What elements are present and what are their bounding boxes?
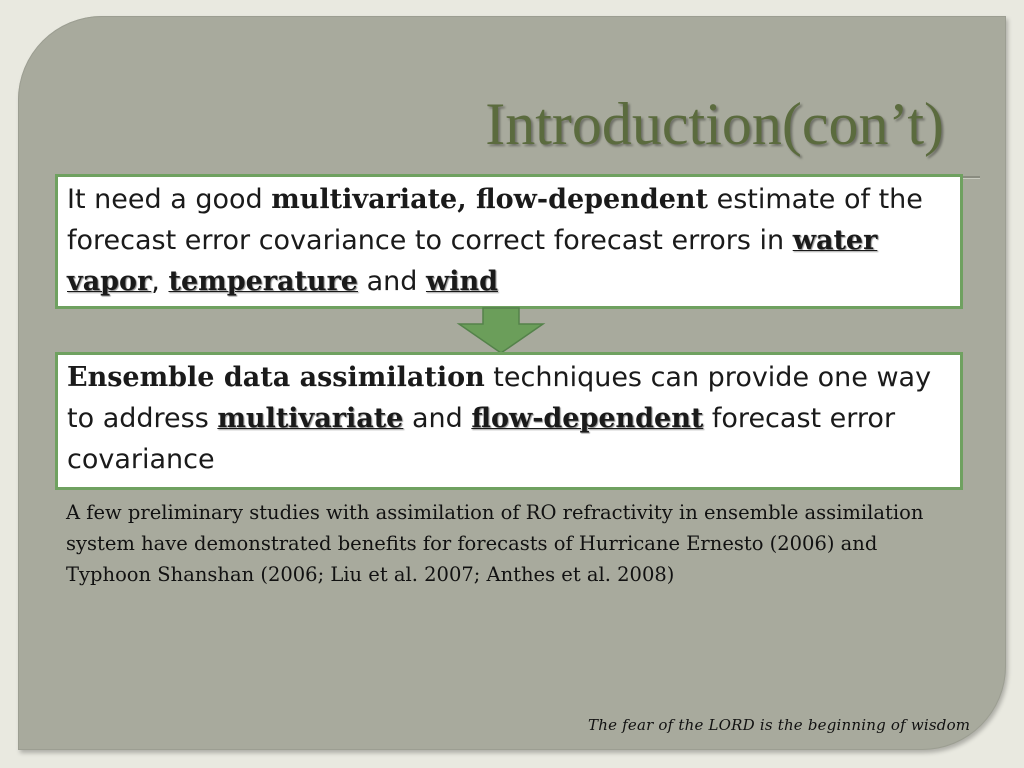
box1-comma: , xyxy=(151,266,169,297)
highlight-flow-dependent: flow-dependent xyxy=(471,403,704,434)
box1-text-1: It need a good xyxy=(67,184,272,215)
text-box-ensemble xyxy=(55,352,963,490)
studies-note: A few preliminary studies with assimilation of RO refractivity in ensemble assimilation system have demonstrated benefits for forecasts of Hurricane Ernesto (2006) and Typhoon Shanshan (2006; Liu et al. 2007; Anthes et al. 2008) xyxy=(66,501,924,586)
highlight-water-vapor: water vapor xyxy=(67,225,878,297)
footer-motto: The fear of the LORD is the beginning of wisdom xyxy=(588,716,971,734)
box1-and: and xyxy=(357,266,426,297)
highlight-multivariate: multivariate xyxy=(217,403,404,434)
box2-text-1: techniques can provide one way to address xyxy=(67,362,932,434)
box2-bold-title: Ensemble data assimilation xyxy=(67,362,485,393)
box2-and: and xyxy=(403,403,472,434)
slide-title: Introduction(con’t) xyxy=(485,91,944,157)
box2-text-2: forecast error covariance xyxy=(67,403,896,475)
highlight-temperature: temperature xyxy=(168,266,358,297)
highlight-wind: wind xyxy=(425,266,498,297)
box1-text-2: estimate of the forecast error covariance to correct forecast errors in xyxy=(67,184,923,256)
text-box-forecast-error xyxy=(55,174,963,309)
box1-bold-terms: multivariate, flow-dependent xyxy=(271,184,709,215)
down-arrow-icon xyxy=(456,307,546,355)
